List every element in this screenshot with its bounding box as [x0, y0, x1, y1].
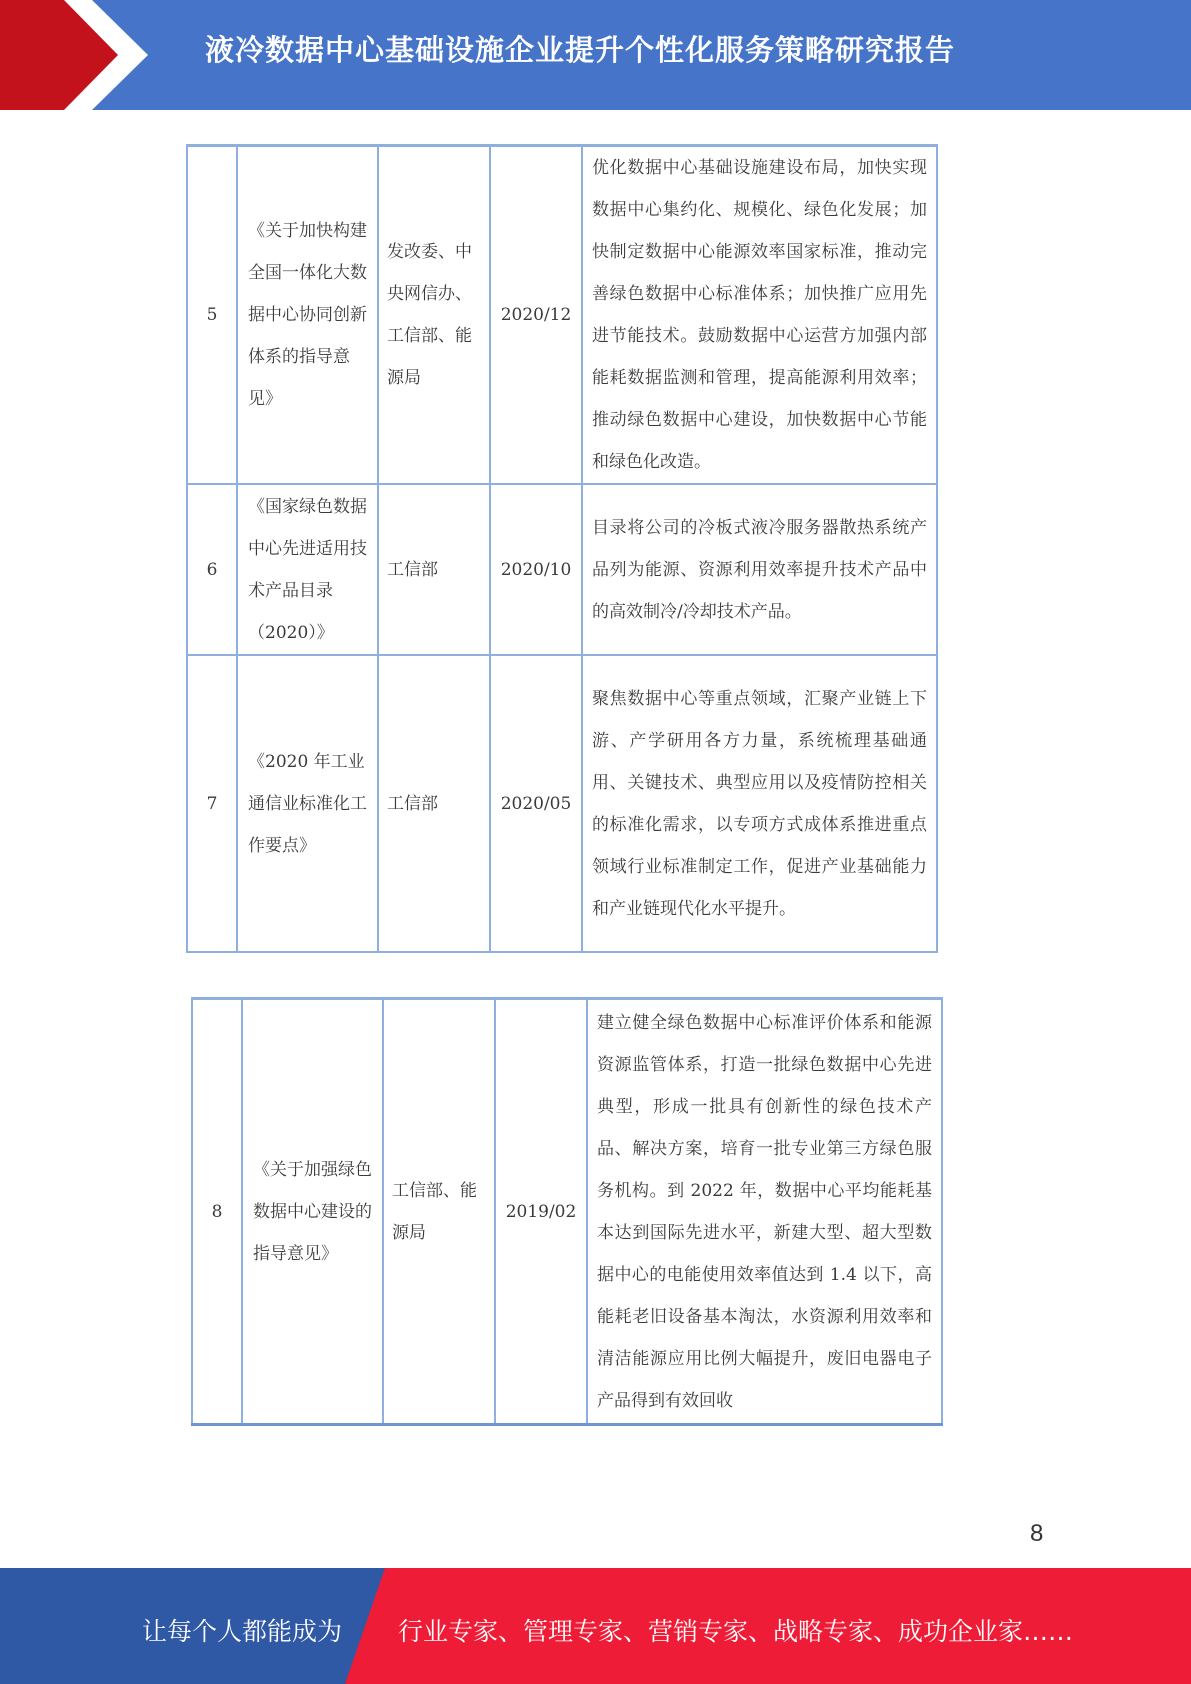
row-number: 7	[187, 655, 237, 952]
page-number: 8	[1030, 1520, 1044, 1547]
issue-date: 2020/05	[490, 655, 582, 952]
issue-date: 2020/10	[490, 484, 582, 655]
table-row	[187, 484, 937, 655]
row-number: 5	[187, 146, 237, 485]
footer-slogan-right: 行业专家、管理专家、营销专家、战略专家、成功企业家……	[398, 1617, 1074, 1646]
policy-name: 《2020 年工业通信业标准化工作要点》	[237, 655, 378, 952]
policy-description: 优化数据中心基础设施建设布局，加快实现数据中心集约化、规模化、绿色化发展；加快制定数据中心能源效率国家标准，推动完善绿色数据中心标准体系；加快推广应用先进节能技术。鼓励数据中心运营方加强内部能耗数据监测和管理，提高能源利用效率；推动绿色数据中心建设，加快数据中心节能和绿色化改造。	[582, 146, 937, 485]
table-row	[192, 999, 942, 1425]
policy-table-1	[186, 144, 938, 953]
report-footer	[0, 1568, 1191, 1684]
policy-description: 聚焦数据中心等重点领域，汇聚产业链上下游、产学研用各方力量，系统梳理基础通用、关键技术、典型应用以及疫情防控相关的标准化需求，以专项方式成体系推进重点领域行业标准制定工作，促进产业基础能力和产业链现代化水平提升。	[582, 655, 937, 952]
issue-date: 2020/12	[490, 146, 582, 485]
row-number: 6	[187, 484, 237, 655]
report-header	[0, 0, 1191, 110]
policy-table-2	[191, 997, 943, 1426]
issuing-department: 发改委、中央网信办、工信部、能源局	[378, 146, 490, 485]
row-number: 8	[192, 999, 242, 1425]
issuing-department: 工信部、能源局	[383, 999, 495, 1425]
header-arrow-icon	[0, 0, 160, 110]
issuing-department: 工信部	[378, 484, 490, 655]
issue-date: 2019/02	[495, 999, 587, 1425]
policy-name: 《关于加快构建全国一体化大数据中心协同创新体系的指导意见》	[237, 146, 378, 485]
policy-name: 《国家绿色数据中心先进适用技术产品目录（2020）》	[237, 484, 378, 655]
report-title: 液冷数据中心基础设施企业提升个性化服务策略研究报告	[205, 33, 956, 67]
table-row	[187, 655, 937, 952]
policy-description: 建立健全绿色数据中心标准评价体系和能源资源监管体系，打造一批绿色数据中心先进典型，形成一批具有创新性的绿色技术产品、解决方案，培育一批专业第三方绿色服务机构。到 2022 年，数据中心平均能耗基本达到国际先进水平，新建大型、超大型数据中心的电能使用效率值达到 1.4 以下，高能耗老旧设备基本淘汰，水资源利用效率和清洁能源应用比例大幅提升，废旧电器电子产品得到有效回收	[587, 999, 942, 1425]
policy-description: 目录将公司的冷板式液冷服务器散热系统产品列为能源、资源利用效率提升技术产品中的高效制冷/冷却技术产品。	[582, 484, 937, 655]
issuing-department: 工信部	[378, 655, 490, 952]
footer-slogan-left: 让每个人都能成为	[142, 1617, 343, 1646]
policy-name: 《关于加强绿色数据中心建设的指导意见》	[242, 999, 383, 1425]
table-row	[187, 146, 937, 485]
